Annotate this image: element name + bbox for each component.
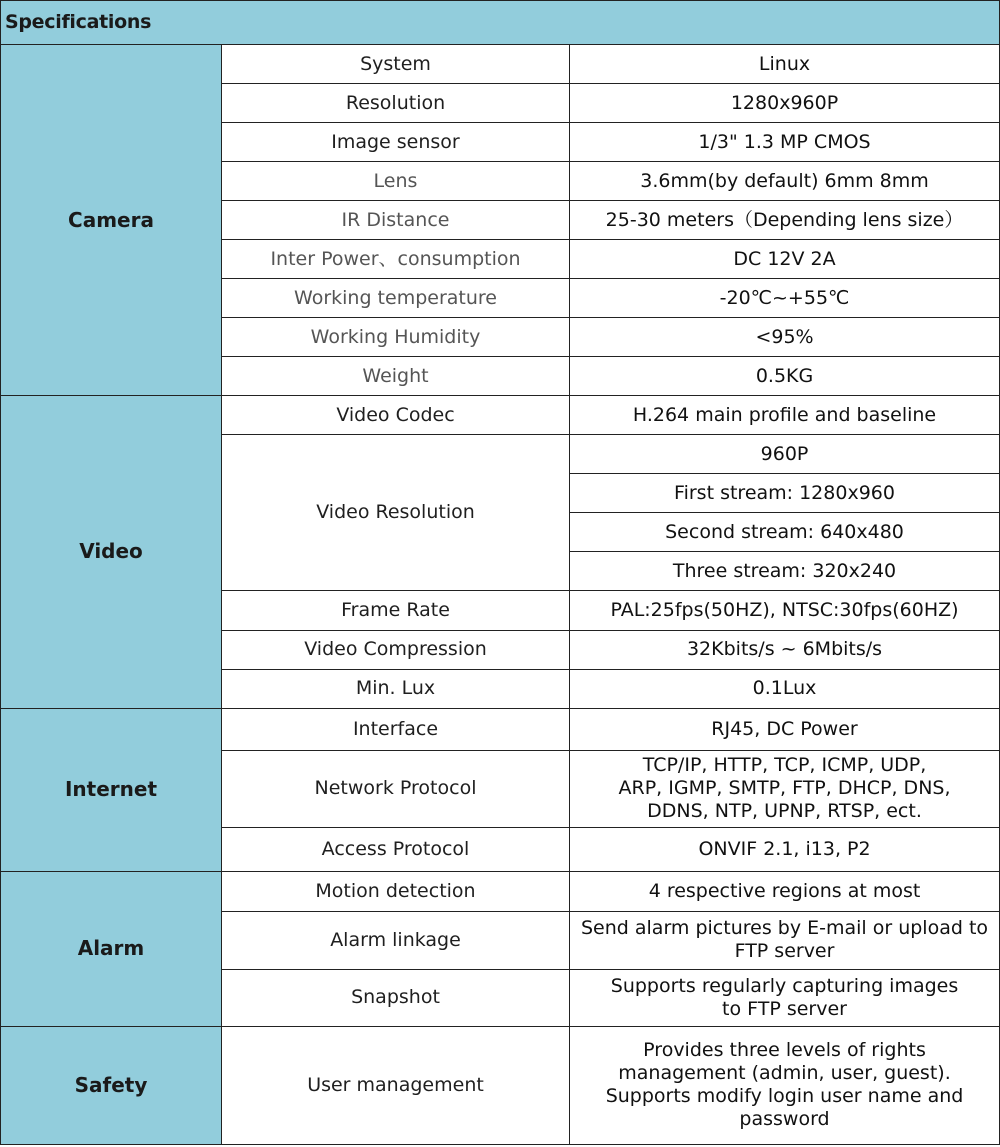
- spec-label: Interface: [222, 708, 570, 750]
- spec-value: Second stream: 640x480: [570, 513, 1000, 552]
- category-internet: Internet: [1, 708, 222, 871]
- category-video: Video: [1, 396, 222, 708]
- spec-label: User management: [222, 1026, 570, 1144]
- spec-value: -20℃~+55℃: [570, 279, 1000, 318]
- spec-value: 25-30 meters（Depending lens size）: [570, 201, 1000, 240]
- spec-label: Resolution: [222, 84, 570, 123]
- spec-label: Image sensor: [222, 123, 570, 162]
- spec-value: PAL:25fps(50HZ), NTSC:30fps(60HZ): [570, 591, 1000, 630]
- table-row: [1, 871, 1000, 911]
- spec-value: H.264 main profile and baseline: [570, 396, 1000, 435]
- spec-value: DC 12V 2A: [570, 240, 1000, 279]
- spec-value: Send alarm pictures by E-mail or upload to FTP server: [570, 911, 1000, 969]
- spec-value: 960P: [570, 435, 1000, 474]
- spec-label: Access Protocol: [222, 827, 570, 871]
- spec-label: Video Resolution: [222, 435, 570, 591]
- table-row: [1, 708, 1000, 750]
- spec-value: TCP/IP, HTTP, TCP, ICMP, UDP, ARP, IGMP, SMTP, FTP, DHCP, DNS, DDNS, NTP, UPNP, RTSP, ect.: [570, 750, 1000, 827]
- spec-value: ONVIF 2.1, i13, P2: [570, 827, 1000, 871]
- category-camera: Camera: [1, 45, 222, 396]
- spec-value: Provides three levels of rights management (admin, user, guest). Supports modify login user name and password: [570, 1026, 1000, 1144]
- spec-label: Working Humidity: [222, 318, 570, 357]
- spec-label: IR Distance: [222, 201, 570, 240]
- spec-label: Frame Rate: [222, 591, 570, 630]
- spec-value: RJ45, DC Power: [570, 708, 1000, 750]
- spec-label: Network Protocol: [222, 750, 570, 827]
- spec-label: Working temperature: [222, 279, 570, 318]
- spec-label: Inter Power、consumption: [222, 240, 570, 279]
- spec-value: 1/3" 1.3 MP CMOS: [570, 123, 1000, 162]
- spec-value: 3.6mm(by default) 6mm 8mm: [570, 162, 1000, 201]
- spec-label: Snapshot: [222, 969, 570, 1026]
- spec-value: <95%: [570, 318, 1000, 357]
- category-alarm: Alarm: [1, 871, 222, 1026]
- spec-label: Alarm linkage: [222, 911, 570, 969]
- spec-value: Supports regularly capturing images to FTP server: [570, 969, 1000, 1026]
- spec-value: 0.1Lux: [570, 669, 1000, 708]
- spec-value: First stream: 1280x960: [570, 474, 1000, 513]
- spec-value: 4 respective regions at most: [570, 871, 1000, 911]
- spec-label: Motion detection: [222, 871, 570, 911]
- table-title: Specifications: [1, 1, 1000, 45]
- spec-label: Video Compression: [222, 630, 570, 669]
- category-safety: Safety: [1, 1026, 222, 1144]
- table-row: [1, 45, 1000, 84]
- spec-label: Min. Lux: [222, 669, 570, 708]
- spec-label: System: [222, 45, 570, 84]
- spec-label: Weight: [222, 357, 570, 396]
- spec-label: Lens: [222, 162, 570, 201]
- spec-value: Linux: [570, 45, 1000, 84]
- table-row: [1, 396, 1000, 435]
- spec-value: Three stream: 320x240: [570, 552, 1000, 591]
- title-row: [1, 1, 1000, 45]
- table-row: [1, 1026, 1000, 1144]
- spec-value: 32Kbits/s ~ 6Mbits/s: [570, 630, 1000, 669]
- spec-value: 1280x960P: [570, 84, 1000, 123]
- spec-label: Video Codec: [222, 396, 570, 435]
- spec-value: 0.5KG: [570, 357, 1000, 396]
